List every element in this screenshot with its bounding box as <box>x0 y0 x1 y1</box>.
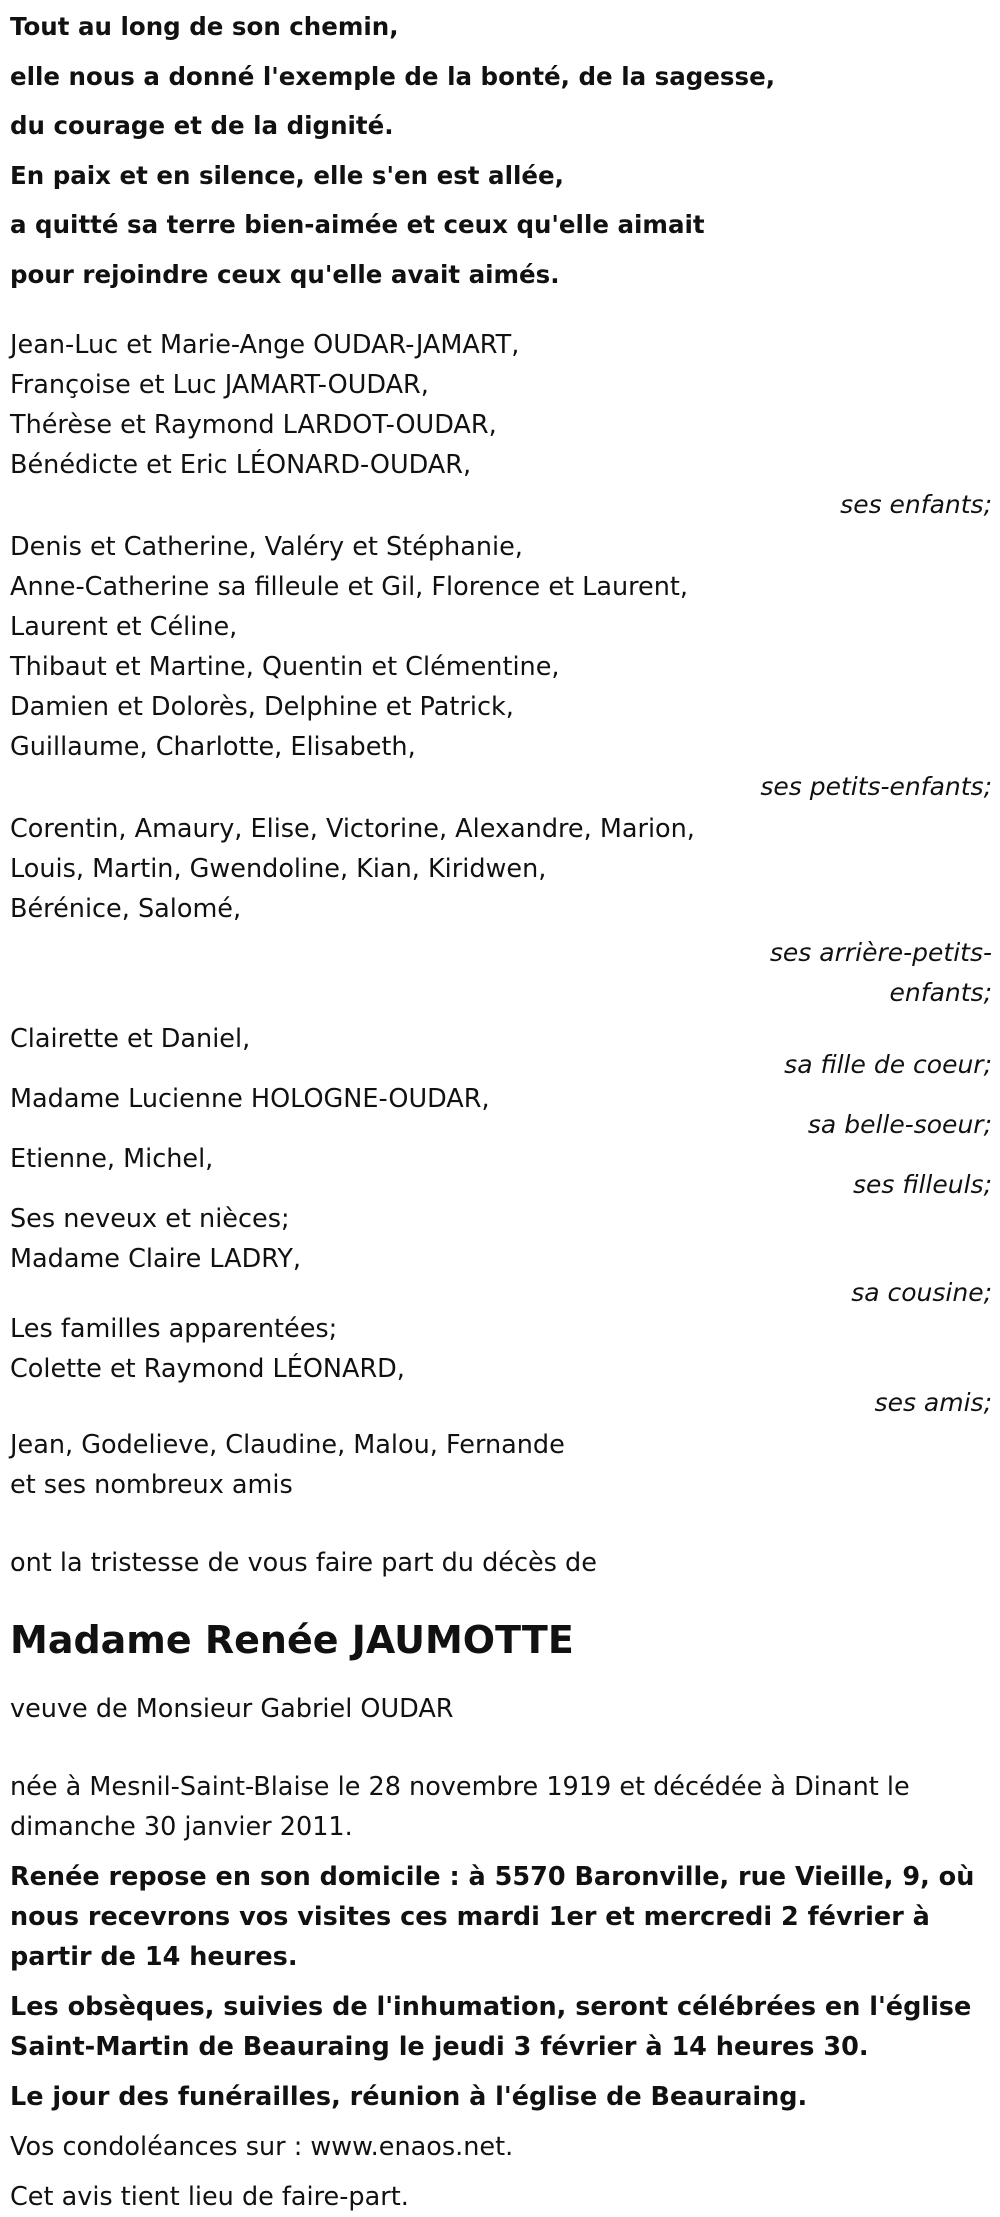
relation-label: ses arrière-petits-enfants; <box>769 938 992 1007</box>
announcement-intro: ont la tristesse de vous faire part du décès de <box>10 1548 597 1578</box>
family-group-fille-de-coeur <box>10 1019 992 1085</box>
family-group-amis <box>10 1309 992 1423</box>
family-line: Bénédicte et Eric LÉONARD-OUDAR, <box>10 450 472 480</box>
relation-label: sa belle-soeur; <box>807 1110 992 1139</box>
family-line: Colette et Raymond LÉONARD, <box>10 1354 405 1384</box>
family-line: Jean-Luc et Marie-Ange OUDAR-JAMART, <box>10 330 520 360</box>
obituary-notice <box>10 0 992 2217</box>
family-line: Damien et Dolorès, Delphine et Patrick, <box>10 692 514 722</box>
family-line: et ses nombreux amis <box>10 1470 293 1500</box>
visitation-info: Renée repose en son domicile : à 5570 Baronville, rue Vieille, 9, où nous recevrons vos visites ces mardi 1er et mercredi 2 février à partir de 14 heures. <box>10 1862 975 1972</box>
family-line: Louis, Martin, Gwendoline, Kian, Kiridwen, <box>10 854 547 884</box>
relation-label: sa cousine; <box>851 1278 992 1307</box>
relation-label: ses petits-enfants; <box>760 772 992 801</box>
family-line: Corentin, Amaury, Elise, Victorine, Alexandre, Marion, <box>10 814 695 844</box>
deceased-name: Madame Renée JAUMOTTE <box>10 1618 574 1662</box>
poem <box>10 2 992 299</box>
family-group-belle-soeur <box>10 1079 992 1145</box>
widow-of: veuve de Monsieur Gabriel OUDAR <box>10 1694 454 1724</box>
relation-label: ses enfants; <box>840 490 992 519</box>
poem-line: a quitté sa terre bien-aimée et ceux qu'elle aimait <box>10 210 705 239</box>
family-line: Françoise et Luc JAMART-OUDAR, <box>10 370 429 400</box>
poem-line: elle nous a donné l'exemple de la bonté, de la sagesse, <box>10 61 776 91</box>
birth-death: née à Mesnil-Saint-Blaise le 28 novembre 1919 et décédée à Dinant le dimanche 30 janvier 2011. <box>10 1772 910 1842</box>
family-group-arriere-petits-enfants <box>10 809 992 1013</box>
family-line: Ses neveux et nièces; <box>10 1204 290 1234</box>
funeral-info: Les obsèques, suivies de l'inhumation, seront célébrées en l'église Saint-Martin de Beauraing le jeudi 3 février à 14 heures 30. <box>10 1992 972 2062</box>
family-line: Laurent et Céline, <box>10 612 238 642</box>
family-line: Jean, Godelieve, Claudine, Malou, Fernande <box>10 1430 565 1460</box>
family-group-petits-enfants <box>10 527 992 807</box>
relation-label: sa fille de coeur; <box>784 1050 992 1079</box>
family-group-filleuls <box>10 1139 992 1205</box>
family-line: Thérèse et Raymond LARDOT-OUDAR, <box>10 410 497 440</box>
poem-line: pour rejoindre ceux qu'elle avait aimés. <box>10 259 560 289</box>
notice-info: Cet avis tient lieu de faire-part. <box>10 2182 409 2212</box>
gathering-info: Le jour des funérailles, réunion à l'église de Beauraing. <box>10 2082 808 2112</box>
family-line: Madame Lucienne HOLOGNE-OUDAR, <box>10 1084 490 1114</box>
poem-line: Tout au long de son chemin, <box>10 12 399 41</box>
family-group-enfants <box>10 325 992 525</box>
poem-line: du courage et de la dignité. <box>10 111 394 140</box>
family-group-others <box>10 1425 992 1505</box>
relation-label: ses filleuls; <box>852 1170 992 1199</box>
family-line: Les familles apparentées; <box>10 1314 338 1344</box>
family-line: Clairette et Daniel, <box>10 1024 251 1054</box>
family-line: Denis et Catherine, Valéry et Stéphanie, <box>10 532 523 562</box>
family-group-cousine <box>10 1199 992 1313</box>
family-line: Anne-Catherine sa filleule et Gil, Florence et Laurent, <box>10 572 688 602</box>
poem-line: En paix et en silence, elle s'en est allée, <box>10 160 564 190</box>
family-line: Thibaut et Martine, Quentin et Clémentine, <box>10 652 560 682</box>
family-line: Bérénice, Salomé, <box>10 894 242 924</box>
family-line: Etienne, Michel, <box>10 1144 214 1174</box>
condolences-info: Vos condoléances sur : www.enaos.net. <box>10 2132 514 2162</box>
family-line: Madame Claire LADRY, <box>10 1244 302 1274</box>
relation-label: ses amis; <box>874 1388 992 1417</box>
family-line: Guillaume, Charlotte, Elisabeth, <box>10 732 416 762</box>
